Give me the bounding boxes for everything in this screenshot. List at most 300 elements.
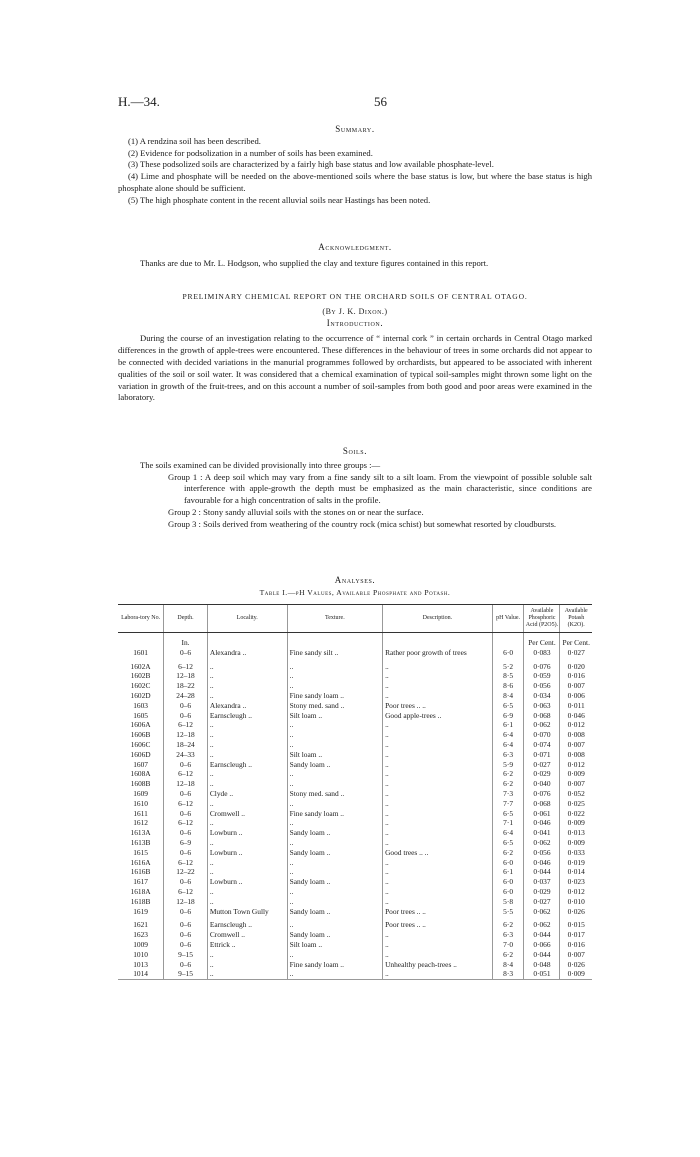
potash-value-cell: 0·009 (560, 838, 592, 848)
texture-cell: Silt loam .. (287, 750, 382, 760)
summary-list (118, 136, 592, 207)
potash-value-cell: 0·007 (560, 950, 592, 960)
phosphate-value-cell: 0·056 (524, 681, 560, 691)
table-row (118, 681, 592, 691)
phosphate-value-cell: 0·062 (524, 907, 560, 917)
depth-cell: 0–6 (164, 930, 208, 940)
ph-value-cell: 6·0 (492, 858, 524, 868)
lab-number-cell: 1621 (133, 920, 148, 930)
locality-cell: .. (207, 867, 287, 877)
summary-heading: Summary. (335, 124, 375, 134)
description-cell: .. (383, 809, 493, 819)
potash-value-cell: 0·025 (560, 799, 592, 809)
depth-cell: 24–28 (164, 691, 208, 701)
lab-number-cell: 1606D (130, 749, 151, 759)
phosphate-value-cell: 0·040 (524, 779, 560, 789)
column-header: Description. (383, 605, 493, 633)
phosphate-value-cell: 0·062 (524, 838, 560, 848)
phosphate-value-cell: 0·044 (524, 930, 560, 940)
phosphate-value-cell: 0·083 (524, 648, 560, 658)
description-cell: .. (383, 838, 493, 848)
phosphate-value-cell: 0·062 (524, 916, 560, 930)
description-cell: Good trees .. .. (383, 848, 493, 858)
locality-cell: Alexandra .. (207, 648, 287, 658)
phosphate-value-cell: 0·029 (524, 769, 560, 779)
texture-cell: .. (287, 867, 382, 877)
introduction-text: During the course of an investigation relating to the occurrence of “ internal cork ” in certain orchards in Central Otago marked differences in the growth of apple-trees were encountered. These differences in the behaviour of trees in some orchards did not appear to be connected with decided variations in the manurial programmes followed by orchardists, but appeared to be associated with inherent qualities of the soil or soil water. It was considered that a chemical examination of typical soil-samples might thrown some light on the variation in growth of the fruit-trees, and on this account a number of soil-samples from both good and poor areas were examined in the laboratory. (118, 333, 592, 403)
description-cell: .. (383, 828, 493, 838)
locality-cell: .. (207, 740, 287, 750)
potash-value-cell: 0·046 (560, 711, 592, 721)
description-cell: Poor trees .. .. (383, 701, 493, 711)
texture-cell: Sandy loam .. (287, 907, 382, 917)
potash-value-cell: 0·007 (560, 779, 592, 789)
description-cell: .. (383, 779, 493, 789)
texture-cell: .. (287, 969, 382, 979)
lab-number-cell: 1603 (133, 700, 148, 710)
texture-cell: .. (287, 769, 382, 779)
locality-cell: .. (207, 658, 287, 672)
table-row (118, 760, 592, 770)
depth-cell: 18–24 (164, 740, 208, 750)
report-section (118, 291, 592, 404)
lab-number-cell: 1602C (130, 681, 151, 691)
potash-value-cell: 0·033 (560, 848, 592, 858)
depth-cell: 6–12 (164, 887, 208, 897)
column-header: Depth. (164, 605, 208, 633)
locality-cell: .. (207, 838, 287, 848)
summary-item: (2) Evidence for podsolization in a number of soils has been examined. (128, 147, 373, 158)
locality-cell: Alexandra .. (207, 701, 287, 711)
texture-cell: .. (287, 799, 382, 809)
phosphate-value-cell: 0·046 (524, 858, 560, 868)
texture-cell: Stony med. sand .. (287, 701, 382, 711)
locality-cell: Earnscleugh .. (207, 711, 287, 721)
texture-cell: Silt loam .. (287, 940, 382, 950)
description-cell: .. (383, 750, 493, 760)
locality-cell: .. (207, 887, 287, 897)
description-cell: .. (383, 769, 493, 779)
ph-value-cell: 5·9 (492, 760, 524, 770)
locality-cell: .. (207, 681, 287, 691)
potash-value-cell: 0·008 (560, 730, 592, 740)
depth-cell: 24–33 (164, 750, 208, 760)
depth-cell: 0–6 (164, 648, 208, 658)
depth-cell: 0–6 (164, 789, 208, 799)
ph-value-cell: 6·5 (492, 809, 524, 819)
locality-cell: .. (207, 750, 287, 760)
ph-value-cell: 6·5 (492, 838, 524, 848)
description-cell: Unhealthy peach-trees .. (383, 960, 493, 970)
table-row (118, 750, 592, 760)
summary-item: (4) Lime and phosphate will be needed on the above-mentioned soils where the base status is low, but where the base status is high phosphate alone should be sufficient. (118, 171, 592, 193)
ph-value-cell: 6·2 (492, 779, 524, 789)
table-row (118, 907, 592, 917)
ph-value-cell: 6·2 (492, 950, 524, 960)
locality-cell: Earnscleugh .. (207, 760, 287, 770)
phosphate-unit: Per Cent. (524, 633, 560, 648)
description-cell: .. (383, 818, 493, 828)
ph-value-cell: 6·2 (492, 916, 524, 930)
texture-cell: .. (287, 897, 382, 907)
potash-value-cell: 0·017 (560, 930, 592, 940)
texture-cell: .. (287, 730, 382, 740)
table-row (118, 648, 592, 658)
locality-cell: Clyde .. (207, 789, 287, 799)
depth-cell: 0–6 (164, 701, 208, 711)
locality-cell: .. (207, 960, 287, 970)
locality-cell: .. (207, 858, 287, 868)
depth-cell: 12–18 (164, 671, 208, 681)
locality-cell: .. (207, 818, 287, 828)
locality-cell: Mutton Town Gully (207, 907, 287, 917)
texture-cell: Fine sandy loam .. (287, 691, 382, 701)
table-row (118, 877, 592, 887)
soil-group-item: Group 2 : Stony sandy alluvial soils with the stones on or near the surface. (168, 506, 424, 517)
description-cell: .. (383, 730, 493, 740)
ph-value-cell: 6·4 (492, 730, 524, 740)
column-header: pH Value. (492, 605, 524, 633)
potash-value-cell: 0·006 (560, 691, 592, 701)
ph-value-cell: 5·8 (492, 897, 524, 907)
potash-value-cell: 0·019 (560, 858, 592, 868)
column-header: Locality. (207, 605, 287, 633)
potash-value-cell: 0·015 (560, 916, 592, 930)
texture-cell: .. (287, 779, 382, 789)
depth-cell: 6–12 (164, 799, 208, 809)
lab-number-cell: 1602A (130, 661, 151, 671)
phosphate-value-cell: 0·062 (524, 720, 560, 730)
column-header: Available Phosphoric Acid (P2O5). (524, 605, 560, 633)
depth-cell: 6–12 (164, 658, 208, 672)
lab-number-cell: 1612 (133, 818, 148, 828)
lab-number-cell: 1623 (133, 930, 148, 940)
depth-cell: 0–6 (164, 877, 208, 887)
depth-cell: 9–15 (164, 950, 208, 960)
potash-value-cell: 0·011 (560, 701, 592, 711)
texture-cell: Sandy loam .. (287, 877, 382, 887)
table-row (118, 658, 592, 672)
description-cell: Poor trees .. .. (383, 907, 493, 917)
table-row (118, 818, 592, 828)
potash-value-cell: 0·013 (560, 828, 592, 838)
ph-value-cell: 5·5 (492, 907, 524, 917)
locality-cell: .. (207, 730, 287, 740)
locality-cell: Lowburn .. (207, 877, 287, 887)
depth-cell: 12–18 (164, 779, 208, 789)
description-cell: .. (383, 789, 493, 799)
lab-number-cell: 1618A (130, 886, 151, 896)
lab-number-cell: 1617 (133, 877, 148, 887)
texture-cell: .. (287, 887, 382, 897)
potash-value-cell: 0·010 (560, 897, 592, 907)
locality-cell: .. (207, 769, 287, 779)
lab-number-cell: 1615 (133, 847, 148, 857)
table-row (118, 960, 592, 970)
table-row (118, 887, 592, 897)
units-row (118, 633, 592, 648)
table-caption: Table I.—pH Values, Available Phosphate and Potash. (259, 587, 451, 597)
description-cell: Poor trees .. .. (383, 916, 493, 930)
lab-number-cell: 1610 (133, 798, 148, 808)
lab-number-cell: 1602D (130, 690, 151, 700)
lab-number-cell: 1619 (133, 906, 148, 916)
summary-item: (3) These podsolized soils are characterized by a fairly high base status and low available phosphate-level. (128, 159, 494, 170)
description-cell: Rather poor growth of trees (383, 648, 493, 658)
phosphate-value-cell: 0·061 (524, 809, 560, 819)
description-cell: .. (383, 950, 493, 960)
depth-cell: 0–6 (164, 848, 208, 858)
phosphate-value-cell: 0·027 (524, 897, 560, 907)
potash-value-cell: 0·016 (560, 671, 592, 681)
soil-group-item: Group 1 : A deep soil which may vary from a fine sandy silt to a silt loam. From the viewpoint of possible soluble salt interference with apple-growth the depth must be emphasized as the main characteristic, since conditions are favourable for a high concentration of salts in the profile. (168, 471, 592, 506)
summary-item: (5) The high phosphate content in the recent alluvial soils near Hastings has been noted. (128, 194, 431, 205)
potash-value-cell: 0·016 (560, 940, 592, 950)
table-row (118, 950, 592, 960)
potash-value-cell: 0·022 (560, 809, 592, 819)
acknowledgment-section (118, 242, 592, 270)
phosphate-value-cell: 0·068 (524, 799, 560, 809)
potash-value-cell: 0·014 (560, 867, 592, 877)
lab-number-cell: 1613B (130, 837, 151, 847)
table-row (118, 789, 592, 799)
table-row (118, 828, 592, 838)
phosphate-value-cell: 0·044 (524, 867, 560, 877)
ph-value-cell: 6·5 (492, 701, 524, 711)
table-row (118, 691, 592, 701)
ph-value-cell: 6·2 (492, 769, 524, 779)
texture-cell: .. (287, 950, 382, 960)
table-row (118, 711, 592, 721)
locality-cell: Lowburn .. (207, 828, 287, 838)
lab-number-cell: 1014 (118, 969, 164, 979)
texture-cell: .. (287, 838, 382, 848)
phosphate-value-cell: 0·063 (524, 701, 560, 711)
ph-value-cell: 6·0 (492, 648, 524, 658)
texture-cell: .. (287, 720, 382, 730)
ph-value-cell: 8·3 (492, 969, 524, 979)
potash-value-cell: 0·007 (560, 740, 592, 750)
description-cell: .. (383, 681, 493, 691)
depth-cell: 0–6 (164, 907, 208, 917)
phosphate-value-cell: 0·044 (524, 950, 560, 960)
texture-cell: .. (287, 818, 382, 828)
page-number: 56 (374, 94, 387, 109)
phosphate-value-cell: 0·029 (524, 887, 560, 897)
potash-value-cell: 0·023 (560, 877, 592, 887)
phosphate-value-cell: 0·046 (524, 818, 560, 828)
soil-groups-list (118, 472, 592, 531)
description-cell: .. (383, 897, 493, 907)
introduction-heading: Introduction. (326, 317, 384, 328)
table-row (118, 916, 592, 930)
locality-cell: .. (207, 969, 287, 979)
texture-cell: .. (287, 916, 382, 930)
table-row (118, 940, 592, 950)
depth-cell: 12–18 (164, 730, 208, 740)
depth-cell: 0–6 (164, 940, 208, 950)
table-row (118, 779, 592, 789)
ph-value-cell: 6·4 (492, 740, 524, 750)
potash-value-cell: 0·012 (560, 720, 592, 730)
potash-value-cell: 0·007 (560, 681, 592, 691)
table-row (118, 838, 592, 848)
description-cell: .. (383, 969, 493, 979)
texture-cell: Sandy loam .. (287, 930, 382, 940)
depth-cell: 9–15 (164, 969, 208, 979)
page-header (118, 94, 592, 110)
description-cell: .. (383, 930, 493, 940)
depth-cell: 0–6 (164, 960, 208, 970)
ph-value-cell: 8·6 (492, 681, 524, 691)
potash-value-cell: 0·052 (560, 789, 592, 799)
potash-value-cell: 0·012 (560, 760, 592, 770)
column-header: Available Potash (K2O). (560, 605, 592, 633)
lab-number-cell: 1608B (130, 779, 151, 789)
description-cell: .. (383, 867, 493, 877)
soils-intro: The soils examined can be divided provisionally into three groups :— (140, 459, 381, 470)
texture-cell: Silt loam .. (287, 711, 382, 721)
depth-cell: 0–6 (164, 809, 208, 819)
texture-cell: .. (287, 681, 382, 691)
ph-value-cell: 7·1 (492, 818, 524, 828)
phosphate-value-cell: 0·056 (524, 848, 560, 858)
ph-value-cell: 6·0 (492, 887, 524, 897)
lab-number-cell: 1611 (133, 808, 148, 818)
document-reference: H.—34. (118, 94, 160, 109)
table-row (118, 809, 592, 819)
acknowledgment-heading: Acknowledgment. (318, 242, 392, 252)
depth-cell: 12–22 (164, 867, 208, 877)
report-title: PRELIMINARY CHEMICAL REPORT ON THE ORCHARD SOILS OF CENTRAL OTAGO. (182, 292, 528, 301)
potash-value-cell: 0·020 (560, 658, 592, 672)
texture-cell: .. (287, 671, 382, 681)
column-header: Labora-tory No. (118, 605, 164, 633)
phosphate-value-cell: 0·074 (524, 740, 560, 750)
texture-cell: .. (287, 740, 382, 750)
ph-value-cell: 6·1 (492, 867, 524, 877)
potash-value-cell: 0·009 (560, 818, 592, 828)
description-cell: .. (383, 671, 493, 681)
ph-value-cell: 7·7 (492, 799, 524, 809)
ph-value-cell: 8·4 (492, 960, 524, 970)
texture-cell: Stony med. sand .. (287, 789, 382, 799)
analyses-heading: Analyses. (334, 575, 376, 585)
phosphate-value-cell: 0·051 (524, 969, 560, 979)
potash-value-cell: 0·012 (560, 887, 592, 897)
potash-value-cell: 0·009 (560, 969, 592, 979)
ph-value-cell: 8·4 (492, 691, 524, 701)
phosphate-value-cell: 0·071 (524, 750, 560, 760)
ph-value-cell: 6·2 (492, 848, 524, 858)
ph-value-cell: 6·0 (492, 877, 524, 887)
table-row (118, 671, 592, 681)
locality-cell: Lowburn .. (207, 848, 287, 858)
ph-value-cell: 6·9 (492, 711, 524, 721)
ph-value-cell: 8·5 (492, 671, 524, 681)
table-row (118, 848, 592, 858)
table-row (118, 769, 592, 779)
table-header-row (118, 605, 592, 633)
lab-number-cell: 1618B (130, 896, 151, 906)
soils-section (118, 446, 592, 531)
table-row (118, 858, 592, 868)
ph-value-cell: 6·4 (492, 828, 524, 838)
description-cell: Good apple-trees .. (383, 711, 493, 721)
lab-number-cell: 1616B (130, 867, 151, 877)
analyses-table (118, 604, 592, 980)
locality-cell: .. (207, 950, 287, 960)
lab-number-cell: 1609 (133, 788, 148, 798)
description-cell: .. (383, 658, 493, 672)
depth-cell: 6–12 (164, 818, 208, 828)
summary-section (118, 124, 592, 207)
lab-number-cell: 1606B (130, 730, 151, 740)
depth-cell: 0–6 (164, 760, 208, 770)
depth-cell: 6–9 (164, 838, 208, 848)
lab-number-cell: 1608A (130, 769, 151, 779)
potash-unit: Per Cent. (560, 633, 592, 648)
depth-unit: In. (164, 633, 208, 648)
texture-cell: Fine sandy loam .. (287, 809, 382, 819)
table-row (118, 897, 592, 907)
phosphate-value-cell: 0·059 (524, 671, 560, 681)
description-cell: .. (383, 940, 493, 950)
column-header: Texture. (287, 605, 382, 633)
soil-group-item: Group 3 : Soils derived from weathering of the country rock (mica schist) but somewhat resorted by cloudbursts. (168, 518, 557, 529)
description-cell: .. (383, 877, 493, 887)
table-row (118, 701, 592, 711)
lab-number-cell: 1009 (133, 939, 148, 949)
locality-cell: .. (207, 691, 287, 701)
ph-value-cell: 6·3 (492, 750, 524, 760)
table-row (118, 930, 592, 940)
potash-value-cell: 0·009 (560, 769, 592, 779)
ph-value-cell: 6·1 (492, 720, 524, 730)
locality-cell: .. (207, 671, 287, 681)
potash-value-cell: 0·008 (560, 750, 592, 760)
table-row (118, 740, 592, 750)
depth-cell: 12–18 (164, 897, 208, 907)
table-row (118, 799, 592, 809)
table-row (118, 720, 592, 730)
texture-cell: Sandy loam .. (287, 828, 382, 838)
lab-number-cell: 1601 (133, 647, 148, 657)
locality-cell: .. (207, 779, 287, 789)
depth-cell: 0–6 (164, 828, 208, 838)
phosphate-value-cell: 0·076 (524, 789, 560, 799)
phosphate-value-cell: 0·076 (524, 658, 560, 672)
table-row (118, 969, 592, 979)
locality-cell: Cromwell .. (207, 930, 287, 940)
depth-cell: 6–12 (164, 769, 208, 779)
texture-cell: Fine sandy silt .. (287, 648, 382, 658)
phosphate-value-cell: 0·034 (524, 691, 560, 701)
depth-cell: 6–12 (164, 720, 208, 730)
locality-cell: Earnscleugh .. (207, 916, 287, 930)
ph-value-cell: 7·0 (492, 940, 524, 950)
description-cell: .. (383, 799, 493, 809)
phosphate-value-cell: 0·041 (524, 828, 560, 838)
description-cell: .. (383, 720, 493, 730)
ph-value-cell: 6·3 (492, 930, 524, 940)
analyses-section (118, 575, 592, 599)
phosphate-value-cell: 0·037 (524, 877, 560, 887)
texture-cell: .. (287, 858, 382, 868)
lab-number-cell: 1605 (133, 710, 148, 720)
locality-cell: Ettrick .. (207, 940, 287, 950)
description-cell: .. (383, 691, 493, 701)
